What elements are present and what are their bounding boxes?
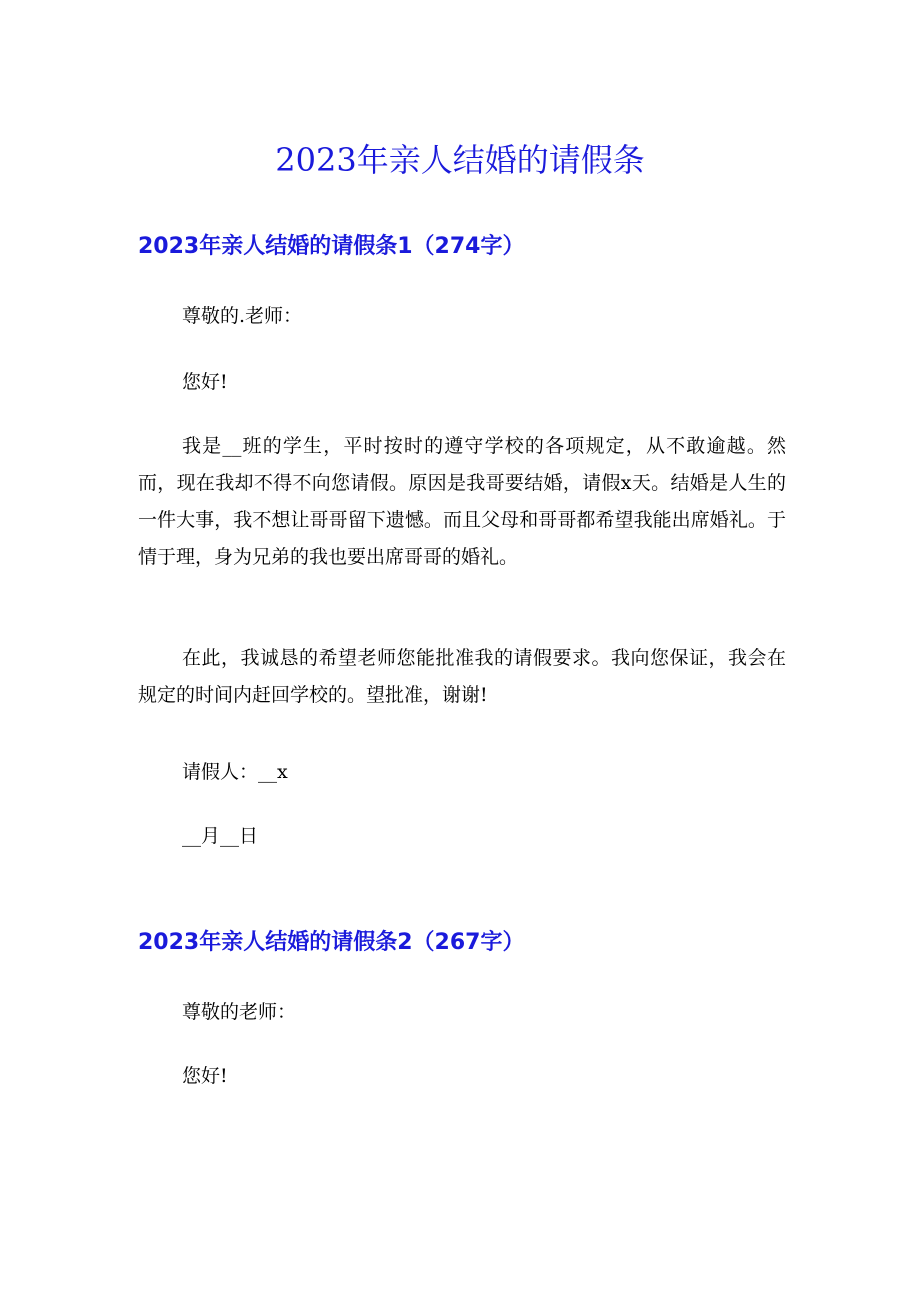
section-1-date: __月__日 xyxy=(182,825,259,847)
section-2-greeting: 您好! xyxy=(182,1065,228,1087)
section-2-heading: 2023年亲人结婚的请假条2（267字） xyxy=(138,930,525,955)
section-1-signature: 请假人：__x xyxy=(182,761,288,783)
section-1-greeting: 您好! xyxy=(182,371,228,393)
section-1-request-paragraph: 在此，我诚恳的希望老师您能批准我的请假要求。我向您保证，我会在规定的时间内赶回学校的。望批准，谢谢! xyxy=(138,647,786,706)
section-1-body-paragraph: 我是__班的学生，平时按时的遵守学校的各项规定，从不敢逾越。然而，现在我却不得不向您请假。原因是我哥要结婚，请假x天。结婚是人生的一件大事，我不想让哥哥留下遗憾。而且父母和哥哥都希望我能出席婚礼。于情于理，身为兄弟的我也要出席哥哥的婚礼。 xyxy=(138,435,786,568)
section-1-salutation: 尊敬的.老师： xyxy=(182,305,303,327)
section-2-salutation: 尊敬的老师： xyxy=(182,1001,297,1023)
section-1-heading: 2023年亲人结婚的请假条1（274字） xyxy=(138,234,525,259)
document-title: 2023年亲人结婚的请假条 xyxy=(275,141,645,179)
